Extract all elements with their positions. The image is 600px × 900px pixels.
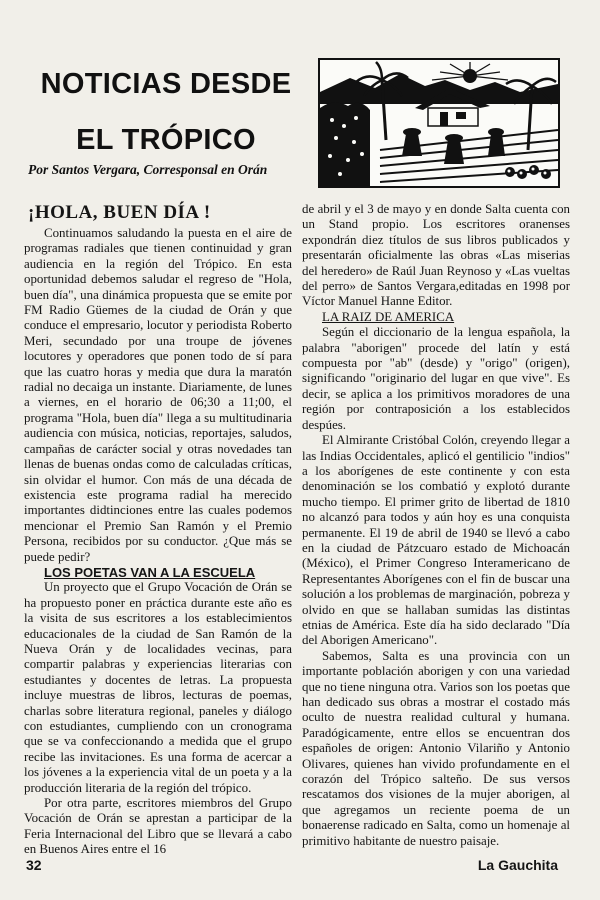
- paragraph: Continuamos saludando la puesta en el aire de programas radiales que tienen continuidad y gran audiencia en la región del Trópico. En esta oportunidad debemos saludar el regreso de "Hola, buen día", una dinámica propuesta que se emite por FM Radio Güemes de la ciudad de Orán y que conduce el empresario, locutor y periodista Roberto Meri, secundado por una troupe de jóvenes locutores y operadores que ponen todo de sí para que las cuatro horas y media que dura la maratón radial no decaiga un instante. Diariamente, de lunes a viernes, en el horario de 06;30 a 11;00, el programa "Hola, buen día" llega a su multitudinaria audiencia con música, noticias, reportajes, saludos, campañas de carácter social y otras novedades tan llenas de buenas ondas como de calculadas críticas, sin olvidar el humor. Con más de una década de existencia este programa radial ha merecido importantes didtinciones entre las cuales podemos mencionar el Premio San Ramón y el Premio Persona, recibidos por su conductor. ¿Que más se puede pedir?: [24, 226, 292, 564]
- left-column: [24, 202, 292, 858]
- page-title: NOTICIAS DESDE EL TRÓPICO: [40, 68, 292, 156]
- paragraph: Un proyecto que el Grupo Vocación de Orán se ha propuesto poner en práctica durante este año es la visita de sus escritores a los establecimientos educacionales de la ciudad de San Ramón de la Nueva Orán y de localidades vecinas, para compartir palabras y experiencias literarias con estudiantes y docentes de letras. La propuesta incluye muestras de libros, lecturas de poemas, charlas sobre literatura regional, paneles y diálogo con estudiantes, cumpliendo con un cronograma que se va confeccionando a medida que el grupo recibe las invitaciones. Es una forma de acercar a los jóvenes a la experiencia vital de un poeta y a la producción literaria de la región del trópico.: [24, 580, 292, 795]
- paragraph: El Almirante Cristóbal Colón, creyendo llegar a las Indias Occidentales, aplicó el gentilicio "indios" a los aborígenes de este continente y con esta denominación se los combatió y explotó durante mucho tiempo. El primer grito de libertad de 1810 no alcanzó para todos y aún hoy es una conquista permanente. El 19 de abril de 1940 se llevó a cabo en la ciudad de Pátzcuaro estado de Michoacán (México), el Primer Congreso Interamericano de Representantes Aborígenes con el fin de buscar una solución a los problemas de marginación, pobreza y olvido en que se hallaban sumidas las distintas etnias de América. Este día ha sido declarado "Día del Aborigen Americano".: [302, 433, 570, 648]
- paragraph: de abril y el 3 de mayo y en donde Salta cuenta con un Stand propio. Los escritores oranenses expondrán diez títulos de sus libros publicados y presentarán oficialmente las obras «Las miserias del heredero» de Raúl Juan Reynoso y «Las vueltas del perro» de Santos Vergara,editadas en 1998 por Víctor Manuel Hanne Editor.: [302, 202, 570, 309]
- paragraph: Por otra parte, escritores miembros del Grupo Vocación de Orán se aprestan a participar de la Feria Internacional del Libro que se llevará a cabo en Buenos Aires entre el 16: [24, 796, 292, 857]
- section-heading-raiz: LA RAIZ DE AMERICA: [322, 309, 455, 324]
- paragraph: Según el diccionario de la lengua española, la palabra "aborigen" procede del latín y está compuesta por "ab" (desde) y "origo" (origen), significando "originario del lugar en que vive". Es decir, se aplica a los primitivos moradores de una región por contraposición a los establecidos despúes.: [302, 325, 570, 432]
- page-number: 32: [26, 857, 42, 873]
- section-heading-poetas: LOS POETAS VAN A LA ESCUELA: [44, 564, 256, 580]
- magazine-name: La Gauchita: [477, 857, 558, 873]
- tropical-landscape-illustration: [318, 58, 560, 188]
- paragraph: Sabemos, Salta es una provincia con un importante población aborigen y con una variedad que no tiene ninguna otra. Varios son los poetas que han dedicado sus obras a mostrar el costado más oculto de nuestra realidad cultural y humana. Paradógicamente, entre ellos se encuentran dos españoles de origen: Antonio Vilariño y Antonio Olivares, quienes han vivido profundamente en el corazón del Trópico salteño. De sus versos rescatamos dos visiones de la mujer aborigen, al que agregamos un reciente poema de un bonaerense radicado en Salta, como un homenaje al primitivo habitante de nuestro paisaje.: [302, 648, 570, 848]
- section-heading-hola: ¡HOLA, BUEN DÍA !: [28, 202, 211, 223]
- right-column: [302, 202, 570, 849]
- author-byline: Por Santos Vergara, Corresponsal en Orán: [28, 162, 268, 177]
